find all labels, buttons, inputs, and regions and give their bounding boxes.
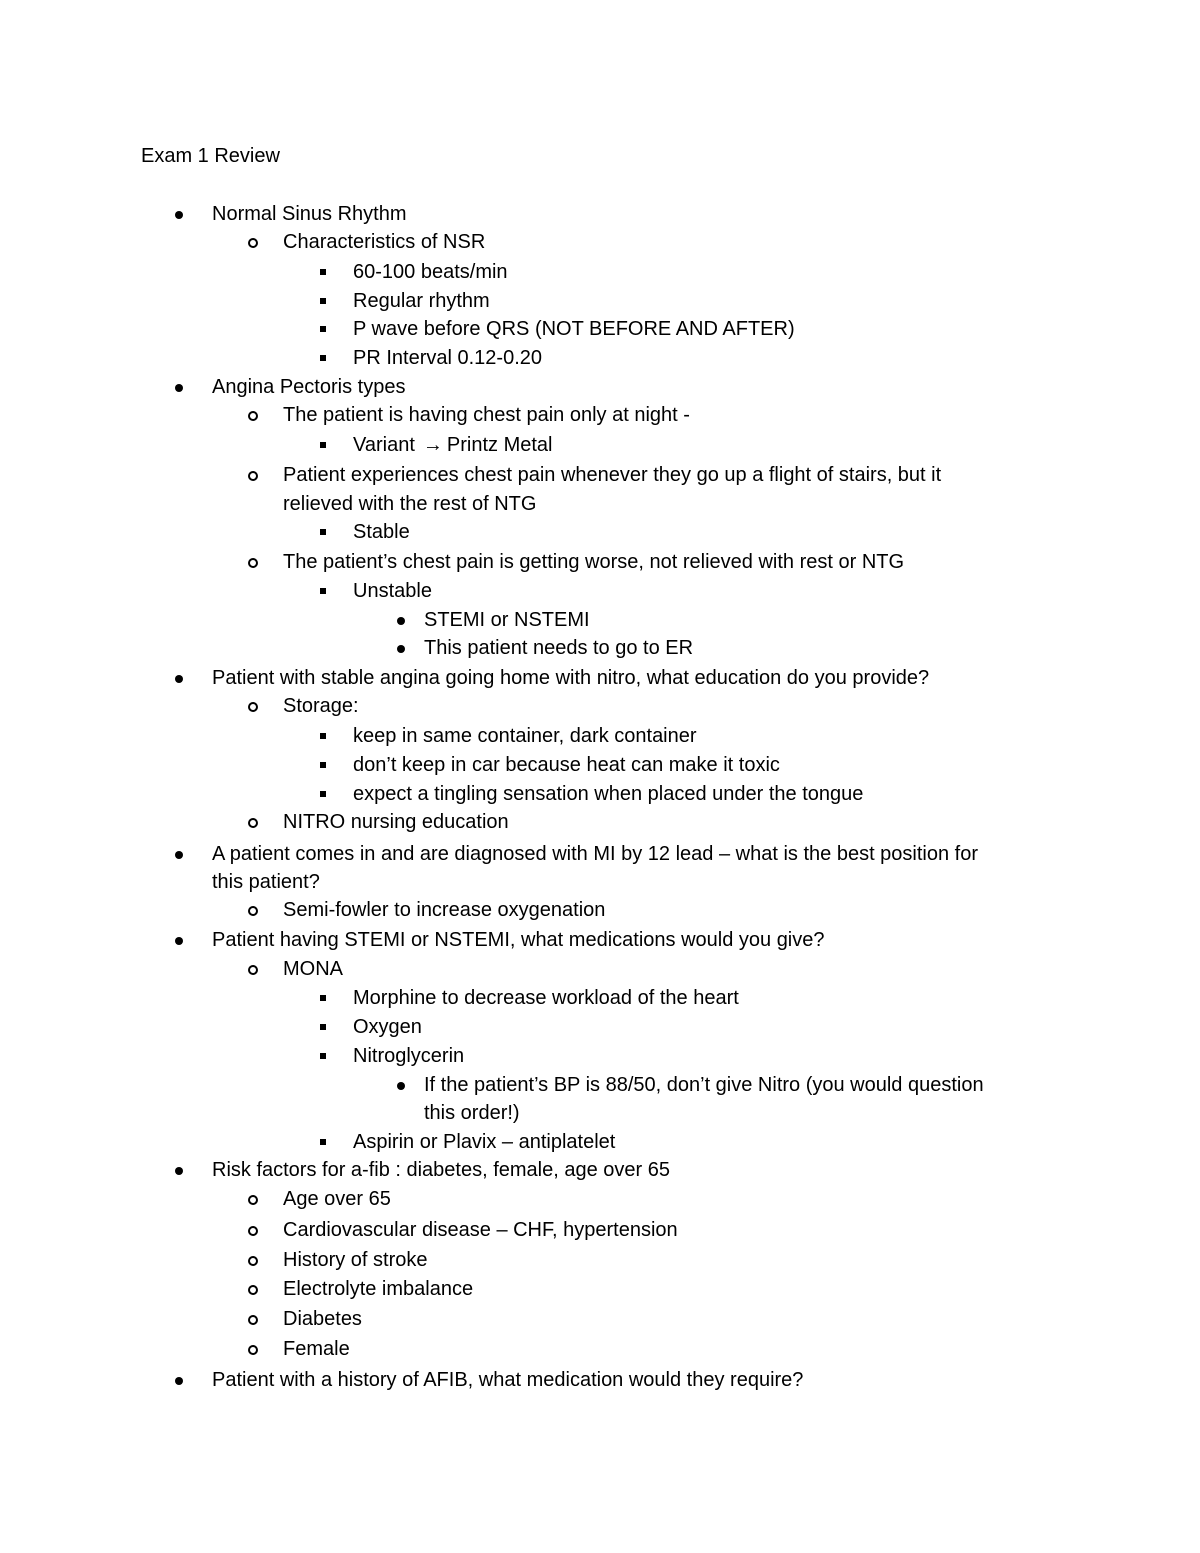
list-item — [283, 1216, 678, 1245]
list-item — [212, 664, 929, 693]
list-item — [353, 344, 542, 373]
list-item — [283, 490, 536, 519]
bullet-circle-icon — [248, 818, 258, 828]
list-item-text: History of stroke — [283, 1249, 428, 1271]
bullet-square-icon — [320, 442, 326, 448]
list-item — [212, 373, 405, 402]
list-item — [283, 1246, 427, 1275]
bullet-circle-icon — [248, 1256, 258, 1266]
list-item — [283, 1185, 391, 1214]
bullet-square-icon — [320, 1139, 326, 1145]
list-item — [212, 840, 978, 869]
list-item — [212, 1156, 670, 1185]
list-item — [283, 461, 941, 490]
list-item-text: This patient needs to go to ER — [424, 637, 694, 659]
list-item-text: The patient is having chest pain only at night - — [283, 404, 690, 426]
list-item-text: Characteristics of NSR — [283, 231, 486, 253]
list-item-text: Electrolyte imbalance — [283, 1278, 474, 1300]
bullet-circle-icon — [248, 411, 258, 421]
list-item — [424, 606, 590, 635]
list-item-text: NITRO nursing education — [283, 811, 509, 833]
bullet-circle-icon — [248, 238, 258, 248]
bullet-square-icon — [320, 355, 326, 361]
list-item-text: Diabetes — [283, 1308, 362, 1330]
list-item-text: Cardiovascular disease – CHF, hypertension — [283, 1219, 678, 1241]
bullet-circle-icon — [248, 558, 258, 568]
list-item — [353, 780, 863, 809]
list-item — [353, 518, 410, 547]
list-item-text: Printz Metal — [446, 434, 553, 456]
bullet-circle-icon — [248, 1285, 258, 1295]
list-item-text: Storage: — [283, 695, 359, 717]
list-item-text: this patient? — [212, 871, 320, 893]
bullet-square-icon — [320, 733, 326, 739]
bullet-square-icon — [320, 1053, 326, 1059]
list-item-text: relieved with the rest of NTG — [283, 493, 537, 515]
list-item — [283, 1275, 473, 1304]
bullet-square-icon — [320, 529, 326, 535]
list-item-text: this order!) — [424, 1102, 520, 1124]
bullet-disc-icon — [397, 1082, 405, 1090]
list-item — [353, 577, 432, 606]
list-item-text: Semi-fowler to increase oxygenation — [283, 899, 606, 921]
list-item-text: Stable — [353, 521, 410, 543]
list-item — [283, 808, 509, 837]
bullet-circle-icon — [248, 1226, 258, 1236]
list-item — [353, 984, 739, 1013]
list-item — [283, 1305, 362, 1334]
page-title: Exam 1 Review — [141, 145, 280, 167]
list-item-text: Normal Sinus Rhythm — [212, 203, 407, 225]
list-item-text: Morphine to decrease workload of the heart — [353, 987, 739, 1009]
list-item — [353, 722, 697, 751]
bullet-disc-icon — [175, 211, 183, 219]
list-item-text: Nitroglycerin — [353, 1045, 465, 1067]
bullet-disc-icon — [175, 937, 183, 945]
list-item-text: If the patient’s BP is 88/50, don’t give Nitro (you would question — [424, 1074, 984, 1096]
list-item-text: PR Interval 0.12-0.20 — [353, 347, 542, 369]
list-item-text: Patient with a history of AFIB, what medication would they require? — [212, 1369, 804, 1391]
list-item — [212, 868, 320, 897]
list-item-text: Variant — [353, 434, 415, 456]
list-item — [424, 1071, 984, 1100]
list-item-text: 60-100 beats/min — [353, 261, 508, 283]
bullet-disc-icon — [397, 645, 405, 653]
list-item — [424, 1099, 520, 1128]
bullet-square-icon — [320, 995, 326, 1001]
list-item-text: The patient’s chest pain is getting worse, not relieved with rest or NTG — [283, 551, 905, 573]
list-item — [353, 431, 552, 460]
list-item — [283, 955, 343, 984]
bullet-disc-icon — [397, 617, 405, 625]
bullet-square-icon — [320, 326, 326, 332]
list-item — [212, 926, 825, 955]
bullet-square-icon — [320, 762, 326, 768]
bullet-square-icon — [320, 298, 326, 304]
list-item-text: Aspirin or Plavix – antiplatelet — [353, 1131, 616, 1153]
bullet-square-icon — [320, 269, 326, 275]
list-item-text: Patient having STEMI or NSTEMI, what medications would you give? — [212, 929, 825, 951]
list-item-text: A patient comes in and are diagnosed with MI by 12 lead – what is the best position for — [212, 843, 979, 865]
list-item — [283, 401, 690, 430]
list-item-text: Age over 65 — [283, 1188, 391, 1210]
list-item-text: Female — [283, 1338, 350, 1360]
list-item — [283, 548, 904, 577]
list-item-text: expect a tingling sensation when placed under the tongue — [353, 783, 864, 805]
bullet-square-icon — [320, 1024, 326, 1030]
list-item-text: STEMI or NSTEMI — [424, 609, 590, 631]
list-item-text: Oxygen — [353, 1016, 422, 1038]
arrow-right-icon: → — [422, 434, 443, 456]
bullet-circle-icon — [248, 1345, 258, 1355]
list-item — [283, 896, 605, 925]
list-item-text: Unstable — [353, 580, 432, 602]
list-item-text: Regular rhythm — [353, 290, 490, 312]
list-item — [353, 287, 490, 316]
list-item-text: Angina Pectoris types — [212, 376, 406, 398]
bullet-circle-icon — [248, 1195, 258, 1205]
list-item-text: Patient with stable angina going home with nitro, what education do you provide? — [212, 667, 930, 689]
list-item — [353, 1013, 422, 1042]
list-item-text: don’t keep in car because heat can make it toxic — [353, 754, 780, 776]
list-item — [353, 1042, 464, 1071]
list-item-text: keep in same container, dark container — [353, 725, 697, 747]
list-item — [212, 200, 407, 229]
bullet-disc-icon — [175, 851, 183, 859]
bullet-circle-icon — [248, 906, 258, 916]
list-item — [353, 258, 508, 287]
bullet-circle-icon — [248, 965, 258, 975]
list-item-text: Patient experiences chest pain whenever they go up a flight of stairs, but it — [283, 464, 942, 486]
list-item — [283, 692, 359, 721]
bullet-circle-icon — [248, 1315, 258, 1325]
list-item — [283, 1335, 350, 1364]
bullet-disc-icon — [175, 384, 183, 392]
list-item — [212, 1366, 803, 1395]
list-item — [353, 751, 780, 780]
list-item-text: Risk factors for a-fib : diabetes, female, age over 65 — [212, 1159, 670, 1181]
list-item — [283, 228, 485, 257]
bullet-circle-icon — [248, 702, 258, 712]
bullet-disc-icon — [175, 675, 183, 683]
bullet-square-icon — [320, 588, 326, 594]
bullet-circle-icon — [248, 471, 258, 481]
list-item — [424, 634, 693, 663]
bullet-disc-icon — [175, 1377, 183, 1385]
bullet-disc-icon — [175, 1167, 183, 1175]
list-item — [353, 315, 795, 344]
list-item-text: P wave before QRS (NOT BEFORE AND AFTER) — [353, 318, 795, 340]
bullet-square-icon — [320, 791, 326, 797]
list-item-text: MONA — [283, 958, 343, 980]
list-item — [353, 1128, 615, 1157]
